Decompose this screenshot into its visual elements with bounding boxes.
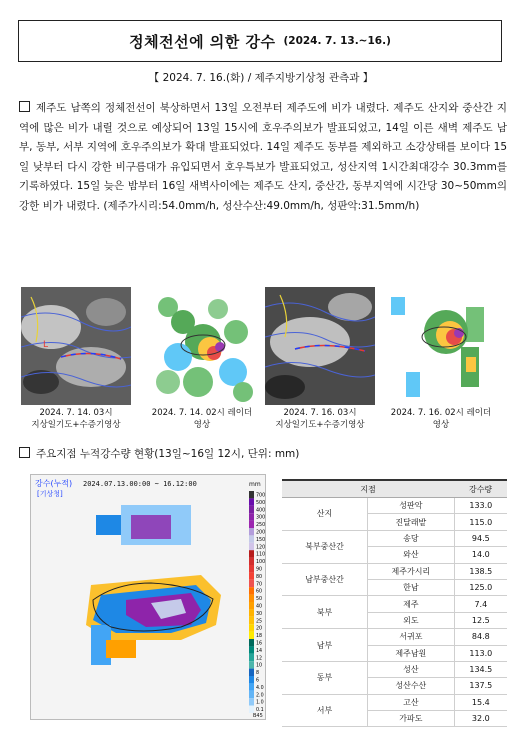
scale-label: 80 <box>256 574 263 580</box>
amount-cell: 138.5 <box>454 563 507 579</box>
station-cell: 한남 <box>368 579 455 595</box>
caption-line: 지상일기도+수증기영상 <box>31 420 121 430</box>
scale-swatch <box>249 698 254 705</box>
scale-swatch <box>249 558 254 565</box>
amount-cell: 15.4 <box>454 694 507 710</box>
region-cell: 동부 <box>282 661 368 694</box>
table-row <box>282 563 507 579</box>
table-row <box>282 498 507 514</box>
scale-swatch <box>249 669 254 676</box>
scale-swatch <box>249 572 254 579</box>
station-cell: 서귀포 <box>368 629 455 645</box>
date-line: 【 2024. 7. 16.(화) / 제주지방기상청 관측과 】 <box>148 72 374 84</box>
scale-swatch <box>249 676 254 683</box>
scale-swatch <box>249 632 254 639</box>
region-cell: 남부 <box>282 629 368 662</box>
scale-label: 40 <box>256 604 263 610</box>
station-cell: 진달래밭 <box>368 514 455 530</box>
figure-caption-3 <box>255 407 385 431</box>
caption-line: 영상 <box>432 420 450 430</box>
scale-swatch <box>249 624 254 631</box>
scale-label: 100 <box>256 560 266 566</box>
scale-label: 16 <box>256 641 263 647</box>
station-cell: 와산 <box>368 547 455 563</box>
precipitation-table <box>282 479 507 727</box>
map-agency: [기상청] <box>37 490 63 498</box>
svg-text:L: L <box>43 340 49 350</box>
scale-label: 2.0 <box>256 693 264 699</box>
region-cell: 남부중산간 <box>282 563 368 596</box>
scale-swatch <box>249 535 254 542</box>
scale-swatch <box>249 528 254 535</box>
scale-label: 300 <box>256 515 266 521</box>
table-row <box>282 694 507 710</box>
scale-swatch <box>249 565 254 572</box>
caption-line: 2024. 7. 16. 03시 <box>283 408 357 418</box>
scale-swatch <box>249 654 254 661</box>
radar-image-2 <box>386 287 494 405</box>
amount-cell: 94.5 <box>454 530 507 546</box>
station-cell: 성산 <box>368 661 455 677</box>
figure-caption-1 <box>11 407 141 431</box>
summary-text: 제주도 남쪽의 정체전선이 북상하면서 13일 오전부터 제주도에 비가 내렸다. 제주도 산지와 중산간 지역에 많은 비가 내릴 것으로 예상되어 13일 15시에 호우주의보가 발표되었고, 14일 이른 새벽 제주도 남부, 동부, 서부 지역에 호우주의보가 확대 발표되었다. 14일 제주도 동부를 제외하고 소강상태를 보이다 15일 낮부터 다시 강한 비구름대가 유입되면서 호우특보가 발표되었고, 성산지역 1시간최대강수 30.3mm를 기록하였다. 15일 늦은 밤부터 16일 새벽사이에는 제주도 산지, 중산간, 동부지역에 시간당 30~50mm의 강한 비가 내렸다. (제주가시리:54.0mm/h, 성산수산:49.0mm/h, 성판악:31.5mm/h) <box>19 102 507 212</box>
square-bullet-icon <box>19 101 30 112</box>
weather-chart-image-2 <box>265 287 375 405</box>
precipitation-map <box>30 474 266 720</box>
region-cell: 북부 <box>282 596 368 629</box>
amount-cell: 125.0 <box>454 579 507 595</box>
scale-swatch <box>249 506 254 513</box>
map-time: 2024.07.13.00:00 ~ 16.12:00 <box>83 480 197 488</box>
amount-cell: 137.5 <box>454 678 507 694</box>
caption-line: 영상 <box>193 420 211 430</box>
weather-chart-image-1 <box>21 287 131 405</box>
amount-cell: 115.0 <box>454 514 507 530</box>
scale-swatch <box>249 595 254 602</box>
scale-swatch <box>249 491 254 498</box>
scale-label: 20 <box>256 626 263 632</box>
scale-swatch <box>249 639 254 646</box>
scale-label: 1.0 <box>256 700 264 706</box>
scale-swatch <box>249 543 254 550</box>
scale-label: 60 <box>256 589 263 595</box>
region-cell: 서부 <box>282 694 368 727</box>
scale-label: 18 <box>256 634 263 640</box>
table-row <box>282 661 507 677</box>
scale-swatch <box>249 609 254 616</box>
title-box <box>18 20 502 62</box>
scale-label: 30 <box>256 611 263 617</box>
column-header-amount: 강수량 <box>454 480 507 498</box>
title-date-range: (2024. 7. 13.~16.) <box>283 35 391 47</box>
table-row <box>282 629 507 645</box>
scale-label: 10 <box>256 663 263 669</box>
station-cell: 가파도 <box>368 711 455 727</box>
scale-label: 250 <box>256 523 266 529</box>
scale-label: 4.0 <box>256 685 264 691</box>
amount-cell: 133.0 <box>454 498 507 514</box>
caption-line: 2024. 7. 14. 02시 레이더 <box>151 408 253 418</box>
region-cell: 산지 <box>282 498 368 531</box>
scale-label: 120 <box>256 545 266 551</box>
station-cell: 고산 <box>368 694 455 710</box>
scale-label: 25 <box>256 619 263 625</box>
scale-label: 150 <box>256 537 266 543</box>
scale-swatch <box>249 521 254 528</box>
summary-paragraph <box>19 99 507 217</box>
station-cell: 성산수산 <box>368 678 455 694</box>
figure-caption-4 <box>378 407 504 431</box>
table-row <box>282 596 507 612</box>
scale-label: 110 <box>256 552 266 558</box>
column-header-region: 지점 <box>282 480 454 498</box>
scale-swatch <box>249 691 254 698</box>
scale-swatch <box>249 602 254 609</box>
document-title: 정체전선에 의한 강수 <box>129 32 276 51</box>
scale-label: 70 <box>256 582 263 588</box>
table-header-row <box>282 480 507 498</box>
scale-label: 8 <box>256 671 260 677</box>
station-cell: 외도 <box>368 612 455 628</box>
scale-swatch <box>249 661 254 668</box>
station-cell: 제주남원 <box>368 645 455 661</box>
station-cell: 제주 <box>368 596 455 612</box>
square-bullet-icon <box>19 447 30 458</box>
amount-cell: 32.0 <box>454 711 507 727</box>
figure-caption-2 <box>139 407 265 431</box>
radar-image-1 <box>148 287 256 405</box>
scale-swatch <box>249 587 254 594</box>
scale-label: 200 <box>256 530 266 536</box>
scale-label: 90 <box>256 567 263 573</box>
scale-swatch <box>249 498 254 505</box>
station-cell: 송당 <box>368 530 455 546</box>
amount-cell: 12.5 <box>454 612 507 628</box>
amount-cell: 7.4 <box>454 596 507 612</box>
map-unit: mm <box>249 481 261 488</box>
scale-swatch <box>249 580 254 587</box>
section-heading-text: 주요지점 누적강수량 현황(13일~16일 12시, 단위: mm) <box>36 448 300 460</box>
amount-cell: 134.5 <box>454 661 507 677</box>
station-cell: 제주가시리 <box>368 563 455 579</box>
station-cell: 성판악 <box>368 498 455 514</box>
map-title: 강수(누적) <box>35 479 73 488</box>
section-heading <box>19 446 299 461</box>
scale-label: 700 <box>256 493 266 499</box>
scale-label: 0.1 <box>256 708 264 714</box>
scale-label: 50 <box>256 597 263 603</box>
amount-cell: 113.0 <box>454 645 507 661</box>
scale-swatch <box>249 513 254 520</box>
scale-swatch <box>249 617 254 624</box>
scale-label: 14 <box>256 648 263 654</box>
scale-swatch <box>249 550 254 557</box>
region-cell: 북부중산간 <box>282 530 368 563</box>
scale-swatch <box>249 706 254 713</box>
caption-line: 2024. 7. 16. 02시 레이더 <box>390 408 492 418</box>
caption-line: 지상일기도+수증기영상 <box>275 420 365 430</box>
scale-label: 400 <box>256 508 266 514</box>
scale-label: 500 <box>256 500 266 506</box>
table-row <box>282 530 507 546</box>
scale-label: 6 <box>256 678 260 684</box>
amount-cell: 84.8 <box>454 629 507 645</box>
scale-swatch <box>249 646 254 653</box>
scale-swatch <box>249 683 254 690</box>
amount-cell: 14.0 <box>454 547 507 563</box>
caption-line: 2024. 7. 14. 03시 <box>39 408 113 418</box>
map-footer: B45 <box>253 713 263 719</box>
scale-label: 12 <box>256 656 263 662</box>
